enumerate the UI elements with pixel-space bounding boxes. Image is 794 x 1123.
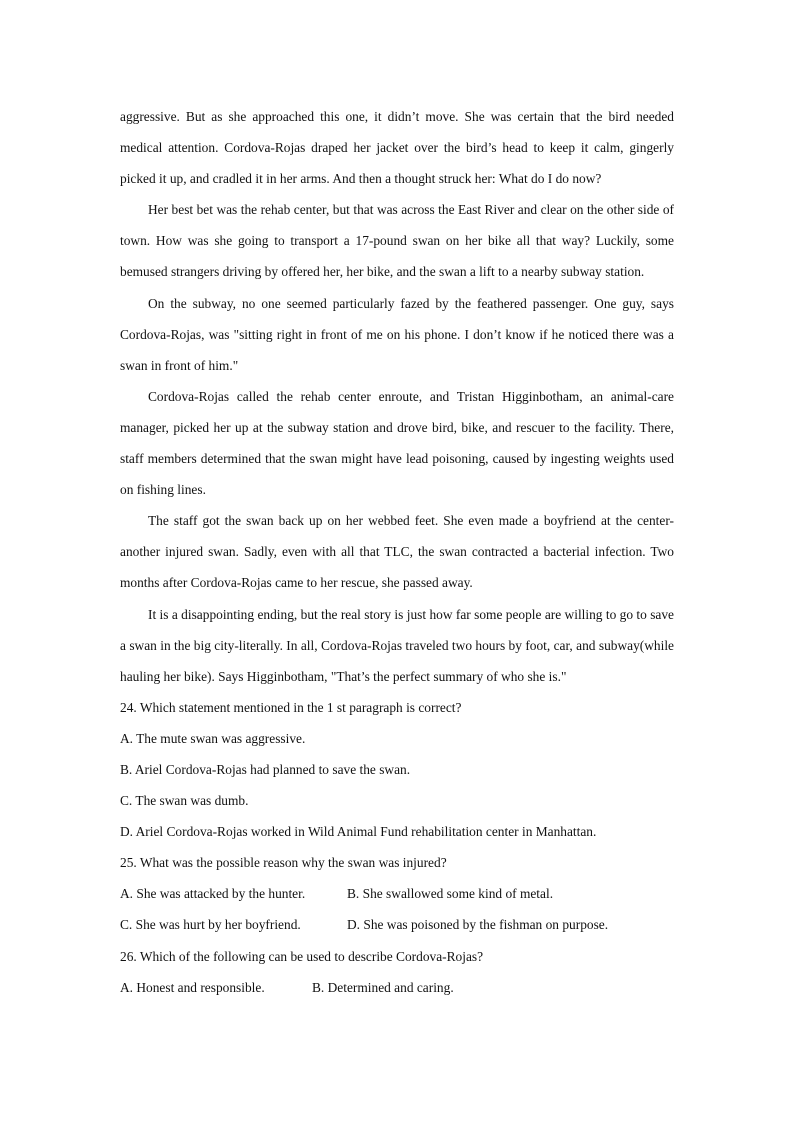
option-row <box>120 878 674 909</box>
passage-paragraph-1: aggressive. But as she approached this one, it didn’t move. She was certain that the bird needed medical attention. Cordova-Rojas draped her jacket over the bird’s head to keep it calm, gingerly picked it up, and cradled it in her arms. And then a thought struck her: What do I do now? <box>120 109 674 187</box>
option-row <box>120 909 674 940</box>
passage-paragraph-6: It is a disappointing ending, but the real story is just how far some people are willing to go to save a swan in the big city-literally. In all, Cordova-Rojas traveled two hours by foot, car, and subway(while hauling her bike). Says Higginbotham, "That’s the perfect summary of who she is." <box>120 606 674 684</box>
option-a: A. Honest and responsible. <box>120 979 265 995</box>
question-25 <box>120 847 674 940</box>
question-stem: 24. Which statement mentioned in the 1 st paragraph is correct? <box>120 699 462 715</box>
option-b: B. She swallowed some kind of metal. <box>347 886 554 902</box>
passage-paragraph-5: The staff got the swan back up on her webbed feet. She even made a boyfriend at the center-another injured swan. Sadly, even with all that TLC, the swan contracted a bacterial infection. Two months after Cordova-Rojas came to her rescue, she passed away. <box>120 513 674 591</box>
reading-passage <box>120 101 674 692</box>
question-stem: 25. What was the possible reason why the swan was injured? <box>120 855 447 871</box>
option-c: C. She was hurt by her boyfriend. <box>120 917 301 933</box>
passage-paragraph-2: Her best bet was the rehab center, but that was across the East River and clear on the other side of town. How was she going to transport a 17-pound swan on her bike all that way? Luckily, some bemused strangers driving by offered her, her bike, and the swan a lift to a nearby subway station. <box>120 202 674 280</box>
option-b: B. Ariel Cordova-Rojas had planned to save the swan. <box>120 761 411 777</box>
option-a: A. The mute swan was aggressive. <box>120 730 306 746</box>
question-26 <box>120 941 674 1003</box>
option-c: C. The swan was dumb. <box>120 793 249 809</box>
option-d: D. She was poisoned by the fishman on purpose. <box>347 917 609 933</box>
document-body <box>120 101 674 1003</box>
question-stem: 26. Which of the following can be used to describe Cordova-Rojas? <box>120 948 484 964</box>
question-24 <box>120 692 674 847</box>
option-d: D. Ariel Cordova-Rojas worked in Wild Animal Fund rehabilitation center in Manhattan. <box>120 824 597 840</box>
passage-paragraph-4: Cordova-Rojas called the rehab center enroute, and Tristan Higginbotham, an animal-care manager, picked her up at the subway station and drove bird, bike, and rescuer to the facility. There, staff members determined that the swan might have lead poisoning, caused by ingesting weights used on fishing lines. <box>120 388 674 498</box>
option-a: A. She was attacked by the hunter. <box>120 886 306 902</box>
passage-paragraph-3: On the subway, no one seemed particularly fazed by the feathered passenger. One guy, says Cordova-Rojas, was "sitting right in front of me on his phone. I don’t know if he noticed there was a swan in front of him." <box>120 295 674 373</box>
option-row <box>120 972 674 1003</box>
option-b: B. Determined and caring. <box>312 979 454 995</box>
